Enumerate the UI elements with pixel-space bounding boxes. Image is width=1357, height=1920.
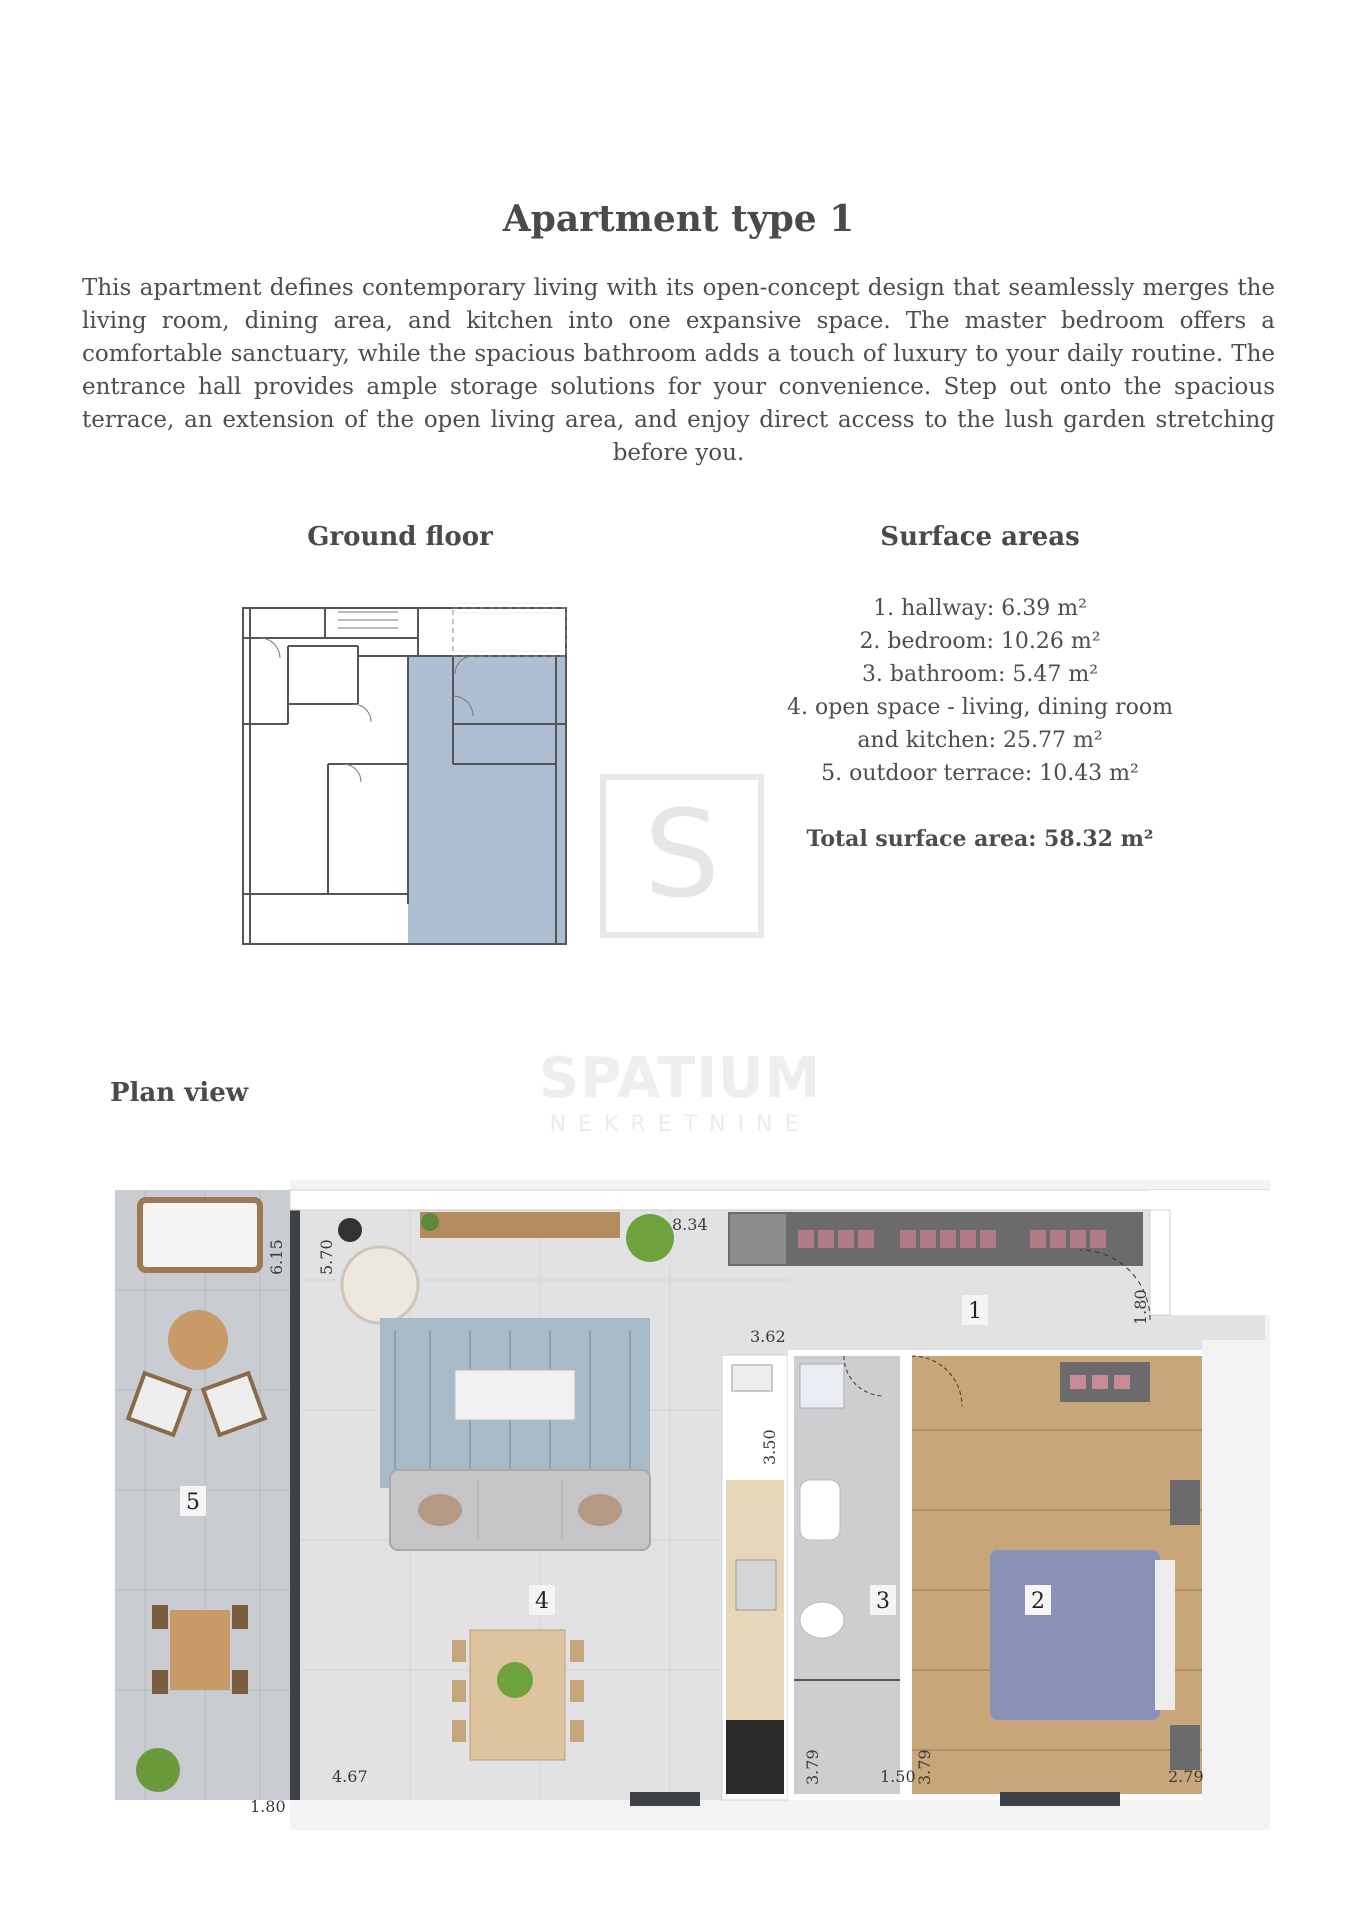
dimension-label: 3.79	[915, 1749, 934, 1785]
bathroom-floor	[794, 1356, 900, 1794]
area-item: and kitchen: 25.77 m²	[857, 728, 1103, 753]
total-surface-area: Total surface area: 58.32 m²	[806, 826, 1154, 852]
nightstand	[1170, 1480, 1200, 1525]
surface-areas-list	[740, 592, 1220, 856]
dimension-label: 6.15	[267, 1239, 286, 1275]
room-number-4: 4	[535, 1589, 549, 1614]
dimension-label: 3.62	[750, 1327, 786, 1346]
dimension-label: 8.34	[672, 1215, 708, 1234]
room-number-2: 2	[1031, 1589, 1045, 1614]
brand-watermark: SPATIUM	[538, 1046, 822, 1111]
oven	[726, 1720, 784, 1794]
dimension-label: 3.50	[760, 1429, 779, 1465]
area-item: 5. outdoor terrace: 10.43 m²	[821, 761, 1139, 786]
area-item: 1. hallway: 6.39 m²	[873, 596, 1087, 621]
washbasin	[800, 1480, 840, 1540]
plant-icon	[421, 1213, 439, 1231]
round-table	[168, 1310, 228, 1370]
dimension-label: 5.70	[317, 1239, 336, 1275]
room-number-3: 3	[876, 1589, 890, 1614]
dimension-label: 3.79	[803, 1749, 822, 1785]
plan-view-title: Plan view	[110, 1078, 249, 1108]
apartment-highlight	[408, 656, 566, 944]
armchair	[342, 1247, 418, 1323]
area-item: 3. bathroom: 5.47 m²	[861, 662, 1099, 687]
ground-floor-title: Ground floor	[307, 522, 493, 552]
speaker-icon	[338, 1218, 362, 1242]
surface-areas-title: Surface areas	[880, 522, 1080, 552]
area-item: 4. open space - living, dining room	[787, 695, 1173, 720]
dimension-label: 1.80	[250, 1797, 286, 1816]
plant-icon	[497, 1662, 533, 1698]
room-number-5: 5	[186, 1490, 200, 1515]
page-title: Apartment type 1	[502, 198, 855, 240]
window	[630, 1792, 700, 1806]
apartment-description: This apartment defines contemporary living with its open-concept design that seamlessly merges the living room, dining area, and kitchen into one expansive space. The master bedroom offers a comfortable sanctuary, while the spacious bathroom adds a touch of luxury to your daily routine. The entrance hall provides ample storage solutions for your convenience. Step out onto the spacious terrace, an extension of the open living area, and enjoy direct access to the lush garden stretching before you.	[82, 275, 1275, 466]
dimension-label: 1.80	[1131, 1289, 1150, 1325]
tv-bench	[420, 1212, 620, 1238]
shower	[800, 1364, 844, 1408]
dimension-label: 2.79	[1168, 1767, 1204, 1786]
plant-icon	[626, 1214, 674, 1262]
plant-icon	[136, 1748, 180, 1792]
nightstand	[1170, 1725, 1200, 1770]
dimension-label: 4.67	[332, 1767, 368, 1786]
watermark-logo: S	[643, 786, 721, 925]
plan-view	[110, 1180, 1270, 1830]
window	[1000, 1792, 1120, 1806]
ground-floor-plan	[238, 604, 578, 954]
outdoor-sofa	[140, 1200, 260, 1270]
toilet	[800, 1602, 844, 1638]
bed	[990, 1550, 1160, 1720]
room-number-1: 1	[968, 1299, 982, 1324]
area-item: 2. bedroom: 10.26 m²	[859, 629, 1101, 654]
sink-icon	[736, 1560, 776, 1610]
dining-table-outdoor	[170, 1610, 230, 1690]
brand-watermark-sub: NEKRETNINE	[549, 1112, 811, 1137]
coffee-table	[455, 1370, 575, 1420]
dimension-label: 1.50	[880, 1767, 916, 1786]
